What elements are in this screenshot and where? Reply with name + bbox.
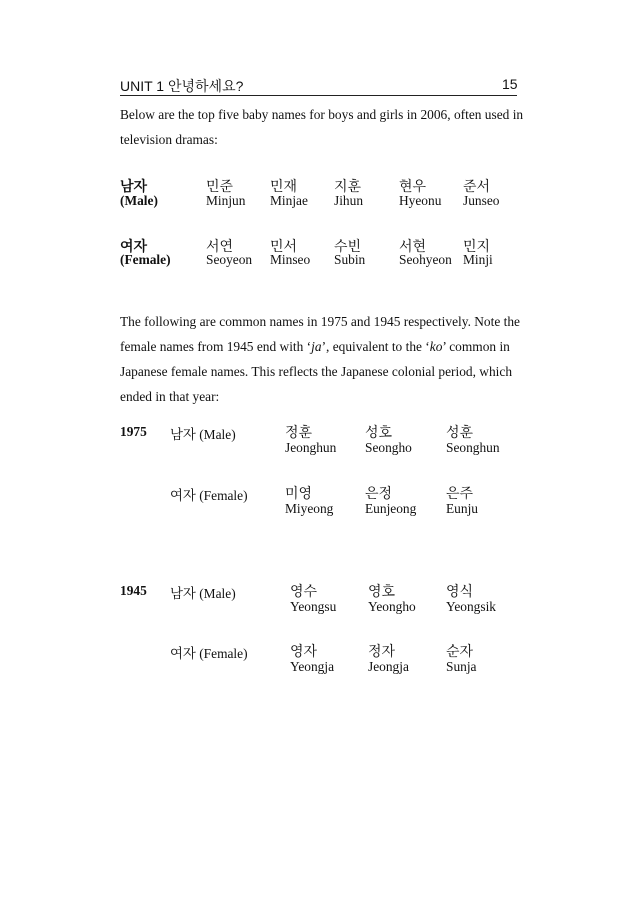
name-romanized: Seonghun bbox=[446, 440, 500, 455]
name-ko: 서연 bbox=[206, 240, 234, 255]
para2-line-4: ended in that year: bbox=[120, 389, 220, 404]
female-label-en: (Female) bbox=[120, 252, 171, 267]
name-romanized: Sunja bbox=[446, 659, 477, 674]
name-romanized: Miyeong bbox=[285, 501, 334, 516]
para2-line-3: Japanese female names. This reflects the Japanese colonial period, which bbox=[120, 364, 513, 379]
name-romanized: Yeongsik bbox=[446, 599, 496, 614]
male-label: 남자 (Male) bbox=[170, 427, 236, 442]
name-romanized: Hyeonu bbox=[399, 193, 442, 208]
name-romanized: Minseo bbox=[270, 252, 311, 267]
name-ko: 준서 bbox=[463, 180, 491, 195]
name-ko: 지훈 bbox=[334, 180, 362, 195]
para2-line-2: female names from 1945 end with ‘ja’, equivalent to the ‘ko’ common in bbox=[120, 339, 510, 354]
name-ko: 순자 bbox=[446, 645, 474, 660]
name-ko: 성훈 bbox=[446, 426, 474, 441]
name-romanized: Jihun bbox=[334, 193, 364, 208]
name-romanized: Seoyeon bbox=[206, 252, 253, 267]
female-label-ko: 여자 bbox=[120, 240, 148, 255]
name-romanized: Jeongja bbox=[368, 659, 409, 674]
name-ko: 영호 bbox=[368, 585, 396, 600]
intro-line-2: television dramas: bbox=[120, 132, 218, 147]
name-romanized: Minjun bbox=[206, 193, 246, 208]
name-romanized: Yeongho bbox=[368, 599, 416, 614]
name-ko: 민서 bbox=[270, 240, 298, 255]
name-ko: 민지 bbox=[463, 240, 491, 255]
name-romanized: Eunju bbox=[446, 501, 478, 516]
year-1945: 1945 bbox=[120, 583, 147, 598]
name-ko: 영식 bbox=[446, 585, 474, 600]
name-ko: 민준 bbox=[206, 180, 234, 195]
header-rule bbox=[120, 95, 517, 96]
name-ko: 영수 bbox=[290, 585, 318, 600]
name-ko: 서현 bbox=[399, 240, 427, 255]
name-romanized: Eunjeong bbox=[365, 501, 417, 516]
name-romanized: Subin bbox=[334, 252, 366, 267]
year-1975: 1975 bbox=[120, 424, 147, 439]
para2-line-1: The following are common names in 1975 and 1945 respectively. Note the bbox=[120, 314, 520, 329]
name-romanized: Seongho bbox=[365, 440, 412, 455]
name-romanized: Yeongja bbox=[290, 659, 335, 674]
male-label-en: (Male) bbox=[120, 193, 158, 208]
name-ko: 수빈 bbox=[334, 240, 362, 255]
name-romanized: Jeonghun bbox=[285, 440, 337, 455]
name-romanized: Minjae bbox=[270, 193, 308, 208]
female-label: 여자 (Female) bbox=[170, 646, 248, 661]
name-ko: 은주 bbox=[446, 487, 474, 502]
male-label: 남자 (Male) bbox=[170, 586, 236, 601]
page-number: 15 bbox=[502, 76, 518, 92]
male-label-ko: 남자 bbox=[120, 180, 148, 195]
name-ko: 은정 bbox=[365, 487, 393, 502]
name-romanized: Junseo bbox=[463, 193, 500, 208]
running-header-title: UNIT 1 안녕하세요? bbox=[120, 78, 244, 94]
intro-line-1: Below are the top five baby names for boys and girls in 2006, often used in bbox=[120, 107, 524, 122]
name-ko: 영자 bbox=[290, 645, 318, 660]
name-ko: 미영 bbox=[285, 487, 313, 502]
name-romanized: Yeongsu bbox=[290, 599, 337, 614]
name-romanized: Seohyeon bbox=[399, 252, 452, 267]
name-ko: 민재 bbox=[270, 180, 298, 195]
name-romanized: Minji bbox=[463, 252, 493, 267]
female-label: 여자 (Female) bbox=[170, 488, 248, 503]
name-ko: 현우 bbox=[399, 180, 427, 195]
name-ko: 성호 bbox=[365, 426, 393, 441]
name-ko: 정훈 bbox=[285, 426, 313, 441]
name-ko: 정자 bbox=[368, 645, 396, 660]
